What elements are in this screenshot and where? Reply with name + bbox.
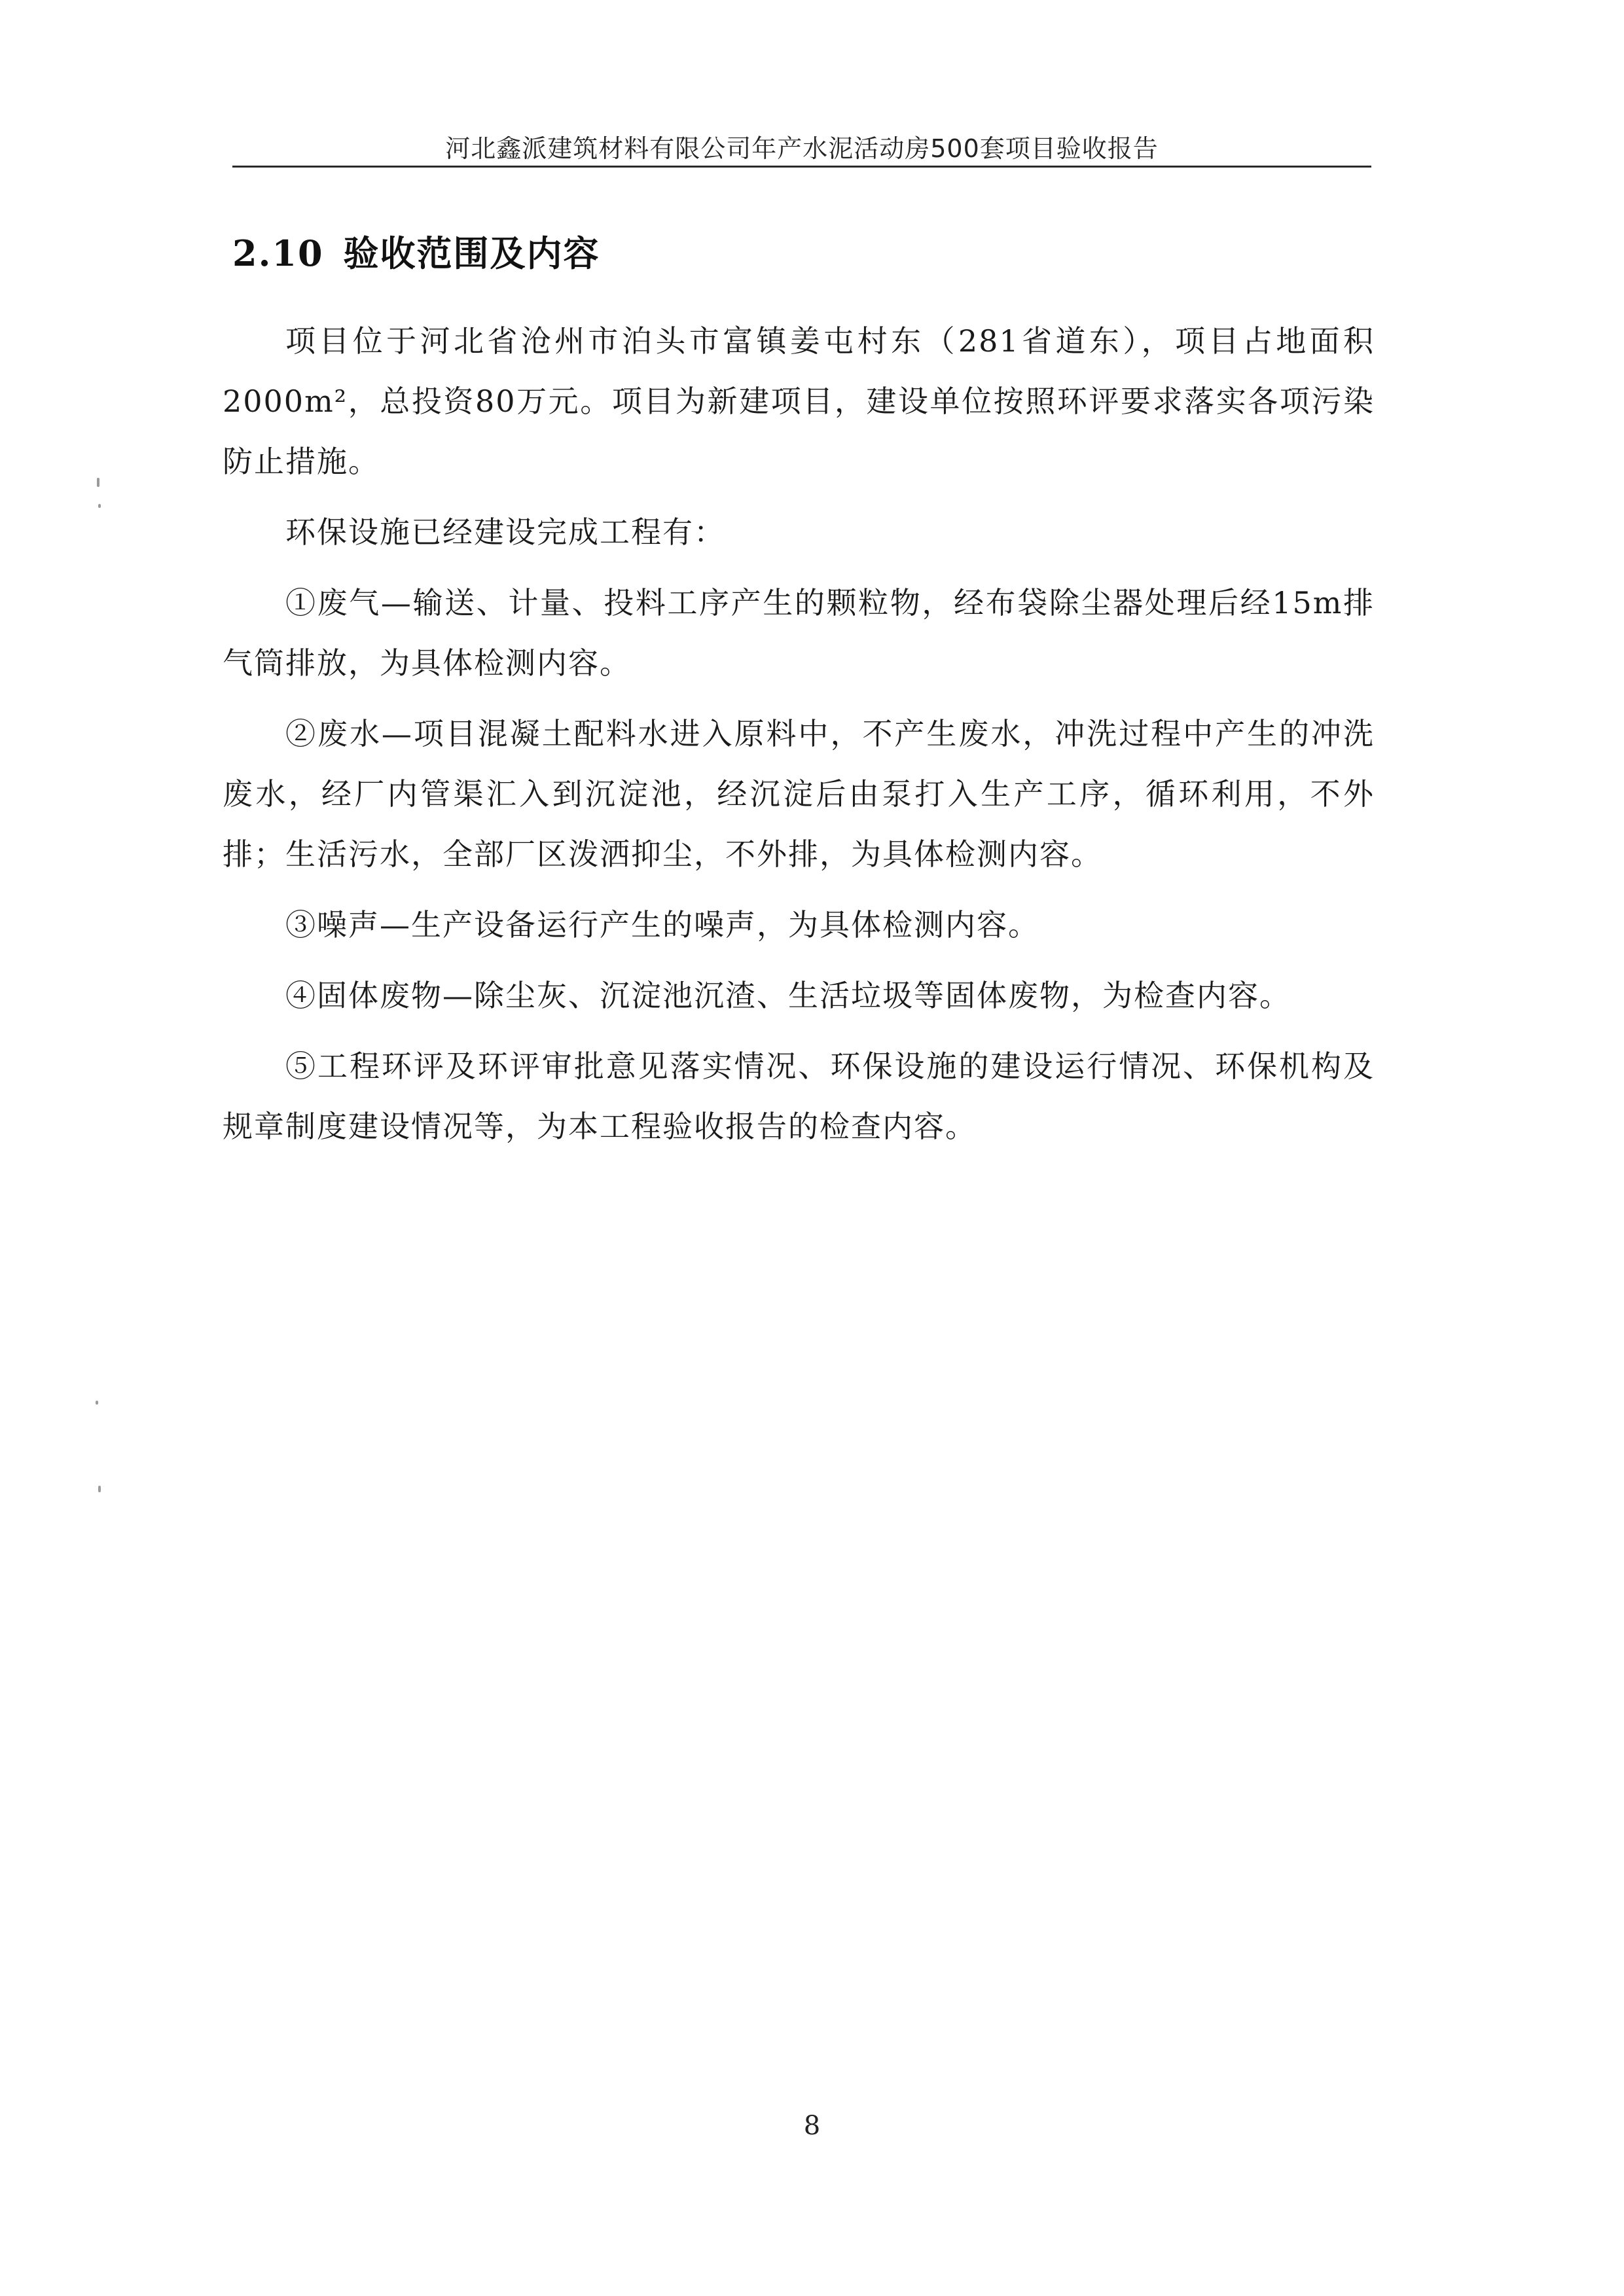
page-number: 8 [803, 2111, 821, 2141]
paragraph-noise: ③噪声—生产设备运行产生的噪声，为具体检测内容。 [285, 907, 1039, 942]
paragraph-solid-waste: ④固体废物—除尘灰、沉淀池沉渣、生活垃圾等固体废物，为检查内容。 [285, 978, 1291, 1013]
paragraph-waste-gas: ①废气—输送、计量、投料工序产生的颗粒物，经布袋除尘器处理后经15m排气筒排放，为具体检测内容。 [223, 585, 1375, 681]
scan-mark [98, 1486, 101, 1492]
paragraph-waste-water: ②废水—项目混凝土配料水进入原料中，不产生废水，冲洗过程中产生的冲洗废水，经厂内管渠汇入到沉淀池，经沉淀后由泵打入生产工序，循环利用，不外排；生活污水，全部厂区泼洒抑尘，不外排，为具体检测内容。 [223, 716, 1375, 872]
paragraph-project-overview: 项目位于河北省沧州市泊头市富镇姜屯村东（281省道东），项目占地面积2000m²，总投资80万元。项目为新建项目，建设单位按照环评要求落实各项污染防止措施。 [223, 323, 1375, 479]
section-number: 2.10 [232, 232, 324, 274]
scan-mark [96, 1401, 98, 1405]
paragraph-inspection-scope: ⑤工程环评及环评审批意见落实情况、环保设施的建设运行情况、环保机构及规章制度建设情况等，为本工程验收报告的检查内容。 [223, 1049, 1375, 1144]
header-rule [232, 166, 1371, 168]
body-text [223, 311, 1375, 1167]
section-heading [232, 226, 600, 276]
paragraph-facilities-intro: 环保设施已经建设完成工程有： [285, 514, 725, 550]
scan-mark [97, 478, 99, 487]
scan-mark [98, 504, 101, 508]
running-header: 河北鑫派建筑材料有限公司年产水泥活动房500套项目验收报告 [445, 134, 1159, 163]
section-title: 验收范围及内容 [343, 232, 600, 274]
